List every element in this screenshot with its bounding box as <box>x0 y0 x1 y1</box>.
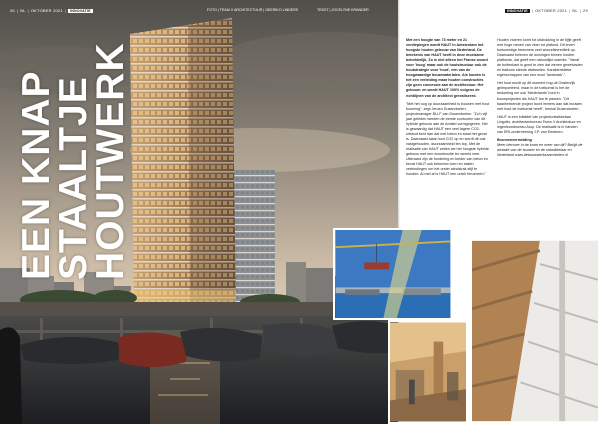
headline-line-2: STAALTJE <box>52 76 95 280</box>
photo-credits: FOTO | TEAM V ARCHITECTUUR | GEERIKO LINDERS <box>207 8 299 12</box>
inset-photo-crane <box>333 228 453 320</box>
body-paragraph: "Met het oog op duurzaamheid is bouwen met hout booming", zegt Jeroen Dusendoelen, projectmanager BLLF van Dusendoelen. "Zo'n vijf jaar geleden werden de eerste contouren van dit hybride gebouw aan de Amstel vormgegeven. Het is gewaardig dat HAUT een veel lagere CO2-uitstoot kent dan dat met beton en staal het geval is. Daarnaast slaat hout CO2 op en wordt dit ook vastgehouden, duurzaamheid ten top. Met de realisatie van HAUT zetten we het hoogste hybride gebouw met een woonfunctie ter wereld neer. Uiteraard zijn de fundering en kelder van beton en bevat HAUT ook betonnen kern en stalen verbindingen om het onder windstrak stijf te houden. Al met al is HAUT een uniek fenomeen." <box>406 101 490 177</box>
body-paragraph: Houten vloeren komt tot uitdrukking in de tijfje geeft met hoge ramen van vloer tot plafond. Dit levert toekomstige bewoners veel woondtevrediteit op. Daarnaast beleven de woningen binnen houten platfonds, dat geeft een natuurlijke warmte. "Vanaf de buitenkant is goed te zien dat zienen gewelvaden en balkons steeds afwisselen. Karakteristieke eigenschappen van een mooi 'landmark'." <box>497 38 583 78</box>
left-folio: 26 | NL | OKTOBER 2021 | INNOVATIE <box>10 8 91 13</box>
headline-line-1: EEN KNAP <box>15 70 58 280</box>
section-tag-right: INNOVATIE <box>507 8 528 13</box>
facade-closeup-image <box>472 240 598 422</box>
text-column-1 <box>406 38 490 180</box>
timber-interior-image <box>390 322 466 422</box>
body-paragraph: Het hout wordt op dit moment nog uit Oostenrijk geïmporteerd, maar in de toekomst is het de bedoeling om ook 'Nederlands' hout in bouwprojecten als HAUT toe te passen. "Dit baanbrekende project toont immers aan dat bouwen met hout de toekomst heeft", besluit Dusendoelen. <box>497 81 583 111</box>
headline <box>15 30 138 280</box>
text-column-2 <box>497 38 583 161</box>
right-folio: INNOVATIE | OKTOBER 2021 | NL | 29 <box>507 8 588 13</box>
text-credits: TEKST | JOCELYNE KRANDER <box>317 8 369 12</box>
headline-line-3: HOUTWERK <box>89 42 132 280</box>
intro-paragraph: Met een hoogte van 73 meter en 21 verdiepingen wordt HAUT in Amsterdam het hoogste houten gebouw van Nederland. De betekenis van HAUT heeft in deze moeizame betrekkelijk. Zo is niet alleen het Franse woord voor 'hoog' maar ook de houtstructuur ook de houtstrategie voor 'hout', een van de hoogwaardige bouwmaterialen. Als houten is het een verleiding maar houten constructies zijn geen concessie aan de architectuur. Het gebouw: en wordt HAUT 100% volgens de richtlijnen van de architect gerealiseerd. <box>406 38 488 98</box>
body-paragraph: HAUT is een initiatief van projectontwikkelaar Lingotto, architectenbureau Team V Architectuur en ingenieursbureau Arup. De realisatie is in handen van ERI-onderneming J.P. van Eesteren. <box>497 114 581 134</box>
issue-date: OKTOBER 2021 <box>30 8 63 13</box>
crane-lift-image <box>335 230 451 318</box>
inset-photo-facade <box>470 238 600 424</box>
source-heading: Bronnenvermelding <box>497 137 532 142</box>
issue-label-right: NL <box>572 8 578 13</box>
inset-photo-interior <box>388 320 468 424</box>
issue-date-right: OKTOBER 2021 <box>535 8 567 13</box>
issue-label: NL <box>20 8 26 13</box>
page-number-right: 29 <box>583 8 588 13</box>
source-note: Meer hierover in de krant en meer van dit? Bekijk de website van de bouwer en de ontwikkelaar en Nederland www.debouwwerkzaamheden.nl <box>497 142 583 157</box>
page-number: 26 <box>10 8 15 13</box>
section-tag: INNOVATIE <box>70 8 91 13</box>
